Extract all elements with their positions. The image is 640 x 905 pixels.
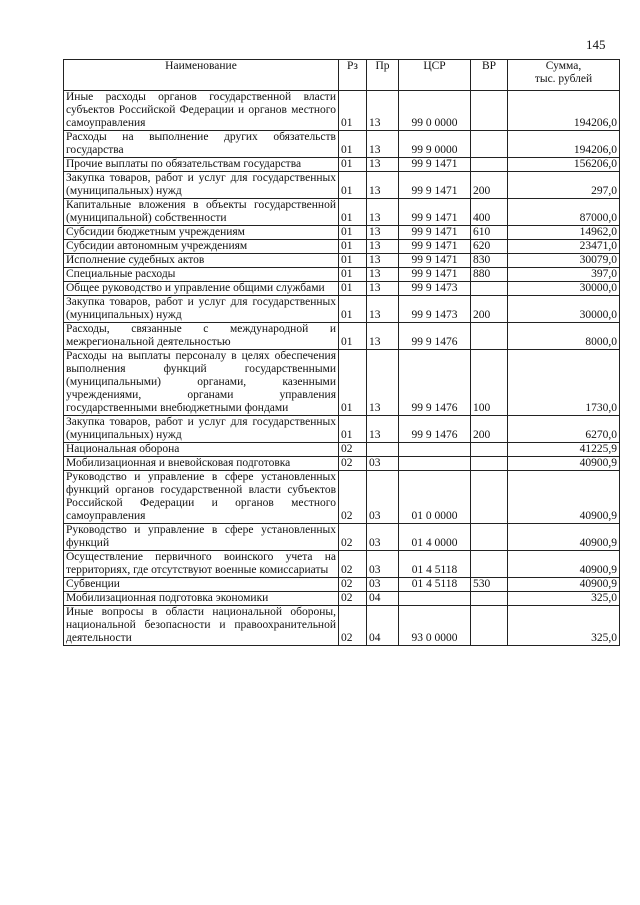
cell-vr [471,91,508,131]
header-vr: ВР [471,60,508,91]
cell-pr: 13 [367,323,399,350]
cell-pr: 03 [367,524,399,551]
cell-sum: 8000,0 [508,323,620,350]
cell-pr: 13 [367,254,399,268]
table-row [64,131,620,158]
cell-sum: 325,0 [508,606,620,646]
cell-rz: 01 [339,268,367,282]
cell-pr: 13 [367,268,399,282]
cell-rz: 02 [339,471,367,524]
table-row [64,296,620,323]
cell-csr: 99 9 1473 [399,296,471,323]
cell-sum: 23471,0 [508,240,620,254]
cell-rz: 01 [339,416,367,443]
cell-vr: 610 [471,226,508,240]
cell-pr: 13 [367,296,399,323]
cell-vr: 400 [471,199,508,226]
cell-sum: 325,0 [508,592,620,606]
cell-vr [471,323,508,350]
cell-csr: 99 9 1471 [399,158,471,172]
cell-sum: 156206,0 [508,158,620,172]
cell-sum: 14962,0 [508,226,620,240]
cell-name: Общее руководство и управление общими службами [64,282,339,296]
cell-name: Иные расходы органов государственной власти субъектов Российской Федерации и органов местного самоуправления [64,91,339,131]
cell-csr: 99 9 1471 [399,254,471,268]
cell-csr [399,457,471,471]
cell-name: Субсидии бюджетным учреждениям [64,226,339,240]
cell-csr: 99 9 1471 [399,172,471,199]
cell-name: Руководство и управление в сфере установленных функций органов государственной власти субъектов Российской Федерации и органов местного самоуправления [64,471,339,524]
cell-csr: 99 9 1476 [399,323,471,350]
cell-pr: 13 [367,240,399,254]
header-csr: ЦСР [399,60,471,91]
cell-vr [471,131,508,158]
cell-pr: 13 [367,158,399,172]
cell-vr [471,471,508,524]
cell-vr: 200 [471,416,508,443]
cell-name: Мобилизационная подготовка экономики [64,592,339,606]
cell-csr: 99 9 1476 [399,350,471,416]
table-row [64,416,620,443]
cell-pr: 03 [367,551,399,578]
table-row [64,282,620,296]
cell-pr: 04 [367,592,399,606]
cell-csr: 01 0 0000 [399,471,471,524]
cell-sum: 1730,0 [508,350,620,416]
cell-name: Специальные расходы [64,268,339,282]
cell-pr: 13 [367,131,399,158]
cell-rz: 02 [339,524,367,551]
header-rz: Рз [339,60,367,91]
cell-vr: 830 [471,254,508,268]
cell-sum: 297,0 [508,172,620,199]
cell-vr: 880 [471,268,508,282]
cell-rz: 02 [339,551,367,578]
cell-vr: 620 [471,240,508,254]
table-row [64,91,620,131]
cell-name: Закупка товаров, работ и услуг для государственных (муниципальных) нужд [64,172,339,199]
cell-vr [471,158,508,172]
table-row [64,199,620,226]
cell-rz: 01 [339,199,367,226]
cell-sum: 41225,9 [508,443,620,457]
cell-vr [471,457,508,471]
cell-vr: 200 [471,296,508,323]
cell-csr: 93 0 0000 [399,606,471,646]
cell-vr [471,592,508,606]
cell-csr: 01 4 5118 [399,578,471,592]
cell-csr [399,592,471,606]
cell-rz: 02 [339,443,367,457]
cell-csr: 99 9 1473 [399,282,471,296]
header-name: Наименование [64,60,339,91]
cell-name: Закупка товаров, работ и услуг для государственных (муниципальных) нужд [64,416,339,443]
cell-pr: 13 [367,416,399,443]
cell-rz: 01 [339,131,367,158]
cell-rz: 01 [339,296,367,323]
cell-csr: 99 9 1471 [399,226,471,240]
cell-name: Расходы, связанные с международной и межрегиональной деятельностью [64,323,339,350]
cell-sum: 87000,0 [508,199,620,226]
cell-rz: 01 [339,172,367,199]
cell-name: Национальная оборона [64,443,339,457]
cell-name: Субсидии автономным учреждениям [64,240,339,254]
table-row [64,158,620,172]
cell-rz: 01 [339,158,367,172]
table-row [64,457,620,471]
cell-name: Капитальные вложения в объекты государственной (муниципальной) собственности [64,199,339,226]
header-pr: Пр [367,60,399,91]
cell-rz: 01 [339,323,367,350]
cell-vr [471,443,508,457]
cell-rz: 01 [339,91,367,131]
header-sum-line1: Сумма, [545,60,582,72]
cell-name: Осуществление первичного воинского учета на территориях, где отсутствуют военные комиссариаты [64,551,339,578]
table-row [64,254,620,268]
table-row [64,551,620,578]
cell-sum: 40900,9 [508,471,620,524]
cell-vr: 200 [471,172,508,199]
cell-name: Исполнение судебных актов [64,254,339,268]
cell-rz: 02 [339,578,367,592]
table-row [64,592,620,606]
page-number: 145 [586,37,606,52]
cell-sum: 194206,0 [508,91,620,131]
table-row [64,471,620,524]
cell-rz: 02 [339,606,367,646]
table-row [64,240,620,254]
cell-name: Субвенции [64,578,339,592]
cell-csr: 99 9 1471 [399,199,471,226]
cell-name: Иные вопросы в области национальной обороны, национальной безопасности и правоохранительной деятельности [64,606,339,646]
cell-csr [399,443,471,457]
table-row [64,172,620,199]
cell-pr: 13 [367,172,399,199]
cell-rz: 01 [339,282,367,296]
cell-pr: 03 [367,471,399,524]
cell-csr: 99 9 1471 [399,240,471,254]
table-row [64,578,620,592]
cell-sum: 40900,9 [508,457,620,471]
table-row [64,226,620,240]
cell-pr: 13 [367,199,399,226]
header-sum [508,60,620,91]
cell-pr: 13 [367,350,399,416]
cell-sum: 397,0 [508,268,620,282]
budget-table [63,59,620,646]
table-row [64,606,620,646]
cell-vr [471,551,508,578]
cell-pr [367,443,399,457]
cell-pr: 03 [367,457,399,471]
cell-pr: 13 [367,226,399,240]
cell-csr: 99 9 1476 [399,416,471,443]
cell-vr: 100 [471,350,508,416]
cell-pr: 13 [367,282,399,296]
cell-rz: 01 [339,240,367,254]
cell-sum: 6270,0 [508,416,620,443]
cell-name: Мобилизационная и вневойсковая подготовка [64,457,339,471]
cell-rz: 02 [339,592,367,606]
cell-sum: 30000,0 [508,296,620,323]
header-sum-line2: тыс. рублей [534,73,593,85]
table-row [64,323,620,350]
cell-sum: 194206,0 [508,131,620,158]
cell-name: Расходы на выполнение других обязательств государства [64,131,339,158]
cell-pr: 13 [367,91,399,131]
cell-csr: 99 9 0000 [399,131,471,158]
cell-name: Руководство и управление в сфере установленных функций [64,524,339,551]
cell-csr: 01 4 0000 [399,524,471,551]
cell-rz: 01 [339,226,367,240]
cell-rz: 01 [339,350,367,416]
cell-sum: 30079,0 [508,254,620,268]
cell-vr: 530 [471,578,508,592]
table-row [64,524,620,551]
cell-sum: 40900,9 [508,578,620,592]
cell-sum: 30000,0 [508,282,620,296]
cell-sum: 40900,9 [508,524,620,551]
cell-sum: 40900,9 [508,551,620,578]
cell-vr [471,606,508,646]
cell-pr: 03 [367,578,399,592]
table-header-row [64,60,620,91]
table-row [64,350,620,416]
cell-rz: 01 [339,254,367,268]
cell-pr: 04 [367,606,399,646]
cell-rz: 02 [339,457,367,471]
table-row [64,268,620,282]
cell-vr [471,524,508,551]
cell-vr [471,282,508,296]
cell-csr: 99 9 1471 [399,268,471,282]
cell-name: Расходы на выплаты персоналу в целях обеспечения выполнения функций государственными (муниципальными) органами, казенными учреждениями, органами управления государственными внебюджетными фондами [64,350,339,416]
cell-csr: 01 4 5118 [399,551,471,578]
cell-name: Прочие выплаты по обязательствам государства [64,158,339,172]
cell-csr: 99 0 0000 [399,91,471,131]
cell-name: Закупка товаров, работ и услуг для государственных (муниципальных) нужд [64,296,339,323]
table-row [64,443,620,457]
